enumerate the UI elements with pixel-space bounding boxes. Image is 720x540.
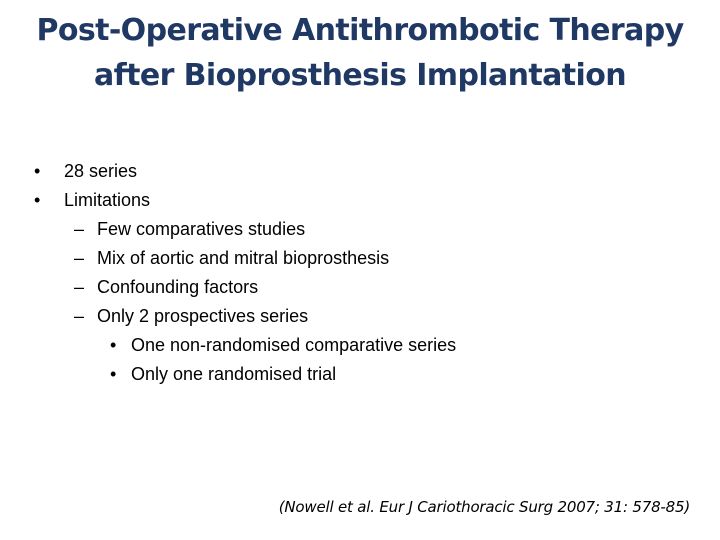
slide-title-line-1: Post-Operative Antithrombotic Therapy — [36, 13, 684, 48]
list-item-text: Mix of aortic and mitral bioprosthesis — [97, 248, 390, 268]
slide-title-line-2: after Bioprosthesis Implantation — [94, 58, 626, 93]
dash-marker: – — [74, 248, 85, 268]
citation: (Nowell et al. Eur J Cariothoracic Surg 2007; 31: 578-85) — [278, 498, 690, 516]
list-item — [34, 273, 694, 302]
slide-title — [20, 8, 700, 98]
bullet-marker: • — [110, 335, 117, 355]
list-item-text: Limitations — [64, 190, 151, 210]
list-item — [34, 244, 694, 273]
dash-marker: – — [74, 277, 85, 297]
list-item — [34, 302, 694, 331]
list-item — [34, 186, 694, 215]
list-item-text: Confounding factors — [97, 277, 259, 297]
list-item — [34, 157, 694, 186]
bullet-marker: • — [110, 364, 117, 384]
list-item-text: 28 series — [64, 161, 138, 181]
list-item — [34, 215, 694, 244]
bullet-marker: • — [34, 161, 41, 181]
dash-marker: – — [74, 219, 85, 239]
list-item-text: Only one randomised trial — [131, 364, 337, 384]
bullet-list — [34, 157, 694, 389]
list-item-text: One non-randomised comparative series — [131, 335, 457, 355]
list-item-text: Only 2 prospectives series — [97, 306, 309, 326]
list-item — [34, 360, 694, 389]
bullet-marker: • — [34, 190, 41, 210]
dash-marker: – — [74, 306, 85, 326]
list-item — [34, 331, 694, 360]
list-item-text: Few comparatives studies — [97, 219, 306, 239]
